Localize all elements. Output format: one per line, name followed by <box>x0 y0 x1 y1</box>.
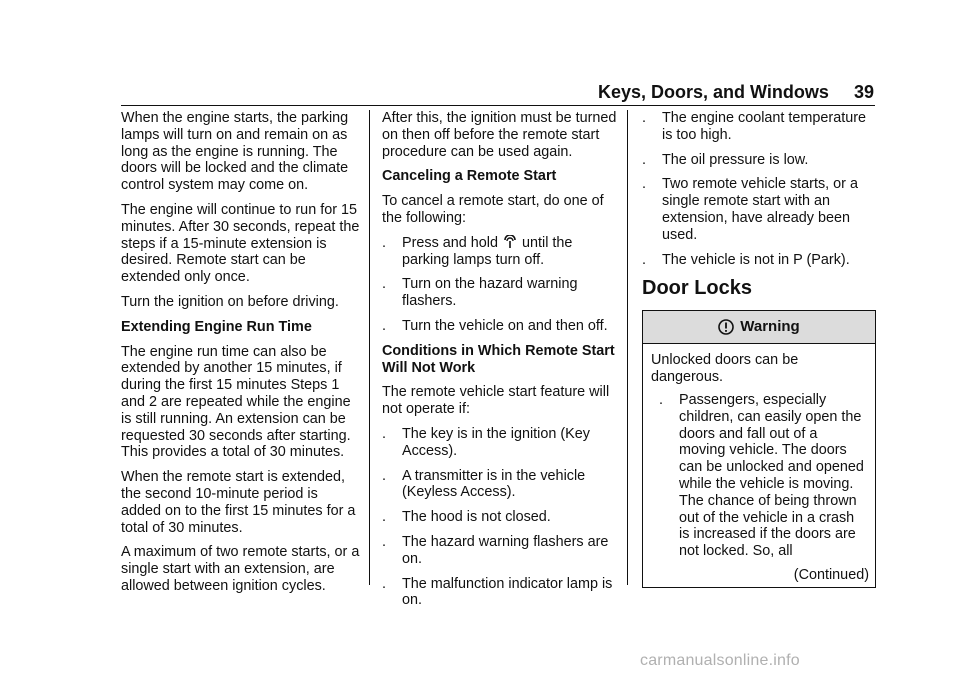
list-item: . The hazard warning flashers are on. <box>382 533 609 567</box>
paragraph: The remote vehicle start feature will not operate if: <box>382 384 610 418</box>
warning-icon <box>718 319 734 335</box>
paragraph: When the engine starts, the parking lamps will turn on and remain on as long as the engine is running. The doors will be locked and the climate control system may come on. <box>121 110 349 194</box>
page-number: 39 <box>853 82 874 102</box>
column-1 <box>121 110 361 603</box>
list-item: . The key is in the ignition (Key Access). <box>382 425 590 459</box>
subheading: Canceling a Remote Start <box>382 168 557 185</box>
paragraph: After this, the ignition must be turned on then off before the remote start procedure can be used again. <box>382 110 617 160</box>
warning-title: Warning <box>740 317 800 335</box>
section-title: Keys, Doors, and Windows <box>598 82 829 102</box>
list-item: . The engine coolant temperature is too high. <box>642 110 866 143</box>
continued-label: (Continued) <box>793 566 869 583</box>
paragraph: Unlocked doors can be dangerous. <box>651 352 799 386</box>
page-header <box>598 81 874 103</box>
column-divider-2 <box>627 110 628 585</box>
paragraph: To cancel a remote start, do one of the following: <box>382 193 604 226</box>
column-3 <box>642 110 876 588</box>
warning-header <box>643 311 875 344</box>
list-item: . The vehicle is not in P (Park). <box>642 251 850 268</box>
list-item: . Two remote vehicle starts, or a single remote start with an extension, have already been used. <box>642 176 858 243</box>
list-item: . The hood is not closed. <box>382 509 551 526</box>
bullet-marker: . <box>382 234 386 251</box>
list-item: . Press and hold until the parking lamps turn off. <box>382 234 573 268</box>
watermark: carmanualsonline.info <box>640 652 800 669</box>
section-heading: Door Locks <box>642 277 753 300</box>
list-item: . A transmitter is in the vehicle (Keyless Access). <box>382 467 586 501</box>
paragraph: The engine run time can also be extended by another 15 minutes, if during the first 15 minutes Steps 1 and 2 are repeated while the engine is still running. An extension can be requested 30 seconds after starting. This provides a total of 30 minutes. <box>121 343 351 461</box>
list-item: . Turn on the hazard warning flashers. <box>382 276 578 310</box>
list-item: . Turn the vehicle on and then off. <box>382 317 608 334</box>
paragraph: A maximum of two remote starts, or a single start with an extension, are allowed between ignition cycles. <box>121 544 360 594</box>
subheading: Conditions in Which Remote Start Will Not Work <box>382 342 615 376</box>
paragraph: Turn the ignition on before driving. <box>121 293 339 310</box>
remote-start-icon <box>504 235 516 249</box>
paragraph: The engine will continue to run for 15 minutes. After 30 seconds, repeat the steps if a 15-minute extension is desired. Remote start can be extended only once. <box>121 201 360 286</box>
warning-box <box>642 310 876 588</box>
list-item: . The malfunction indicator lamp is on. <box>382 575 613 609</box>
column-divider-1 <box>369 110 370 585</box>
list-item: . The oil pressure is low. <box>642 151 809 168</box>
header-rule <box>121 105 875 106</box>
subheading: Extending Engine Run Time <box>121 318 312 335</box>
warning-body <box>643 344 875 560</box>
list-item: . Passengers, especially children, can easily open the doors and fall out of a moving vehicle. The doors can be unlocked and opened while the vehicle is moving. The chance of being thrown out of the vehicle in a crash is increased if the doors are not locked. So, all <box>659 391 864 560</box>
paragraph: When the remote start is extended, the second 10-minute period is added on to the first 15 minutes for a total of 30 minutes. <box>121 469 356 536</box>
column-2 <box>382 110 618 617</box>
